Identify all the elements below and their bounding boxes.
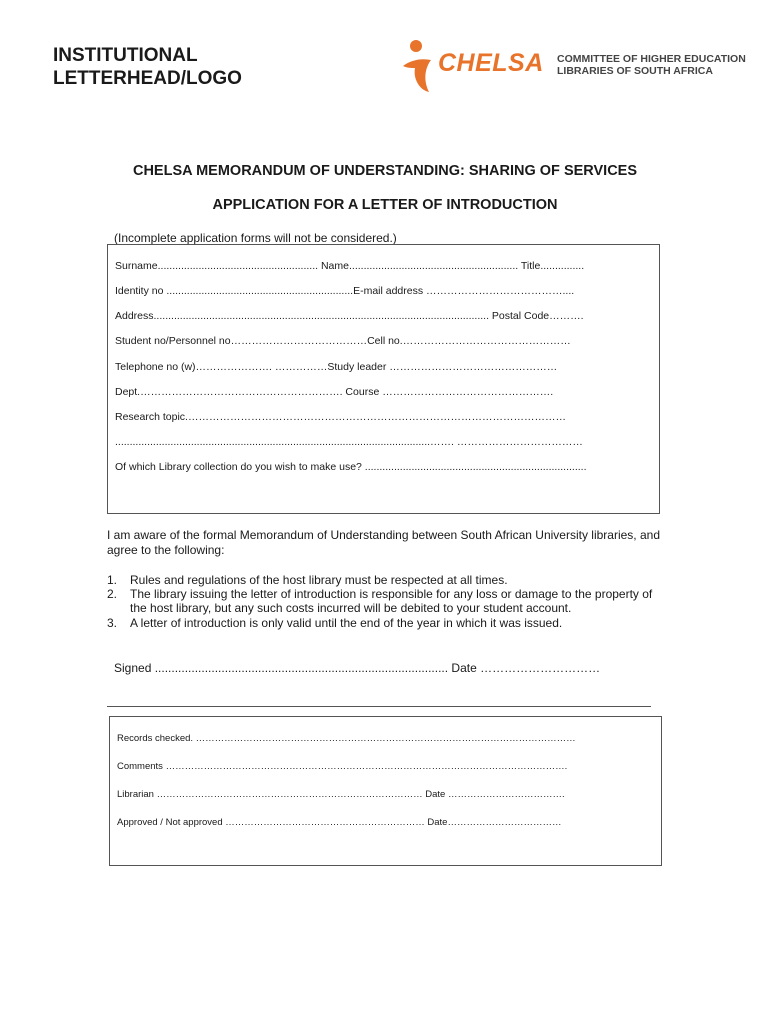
logo-subtitle xyxy=(557,53,746,77)
field-row-records-checked[interactable]: Records checked. ………………………………………………………………………………………………………… xyxy=(117,733,576,744)
condition-item xyxy=(107,587,670,615)
field-row-comments[interactable]: Comments ………………………………………………………………………………………………………………. xyxy=(117,761,568,772)
form-note: (Incomplete application forms will not be considered.) xyxy=(114,231,397,245)
letterhead-line-1: INSTITUTIONAL xyxy=(53,45,198,66)
condition-number: 1. xyxy=(107,573,118,587)
condition-number: 3. xyxy=(107,615,118,630)
condition-item xyxy=(107,573,670,587)
office-use-box xyxy=(109,716,662,866)
field-row-dept-course[interactable]: Dept.…………………………………………………. Course …………………………………………. xyxy=(115,386,554,398)
letterhead-placeholder xyxy=(53,44,313,90)
condition-item xyxy=(107,616,670,630)
condition-number: 2. xyxy=(107,587,118,602)
field-row-address-postal[interactable]: Address................................................................................................................... Postal Code………. xyxy=(115,310,584,322)
divider xyxy=(107,706,651,707)
signature-date-field[interactable]: Signed ........................................................................................ Date ………………………… xyxy=(114,661,601,675)
logo-subtitle-line-1: COMMITTEE OF HIGHER EDUCATION xyxy=(557,53,746,65)
conditions-list xyxy=(107,573,670,630)
field-row-identity-email[interactable]: Identity no ................................................................E-mail address ………………………………….... xyxy=(115,285,575,297)
field-row-research-topic[interactable]: Research topic.……………………………………………………………………………………………… xyxy=(115,411,566,423)
field-row-research-topic-cont[interactable]: ............................................................................................................……. ……………………………… xyxy=(115,436,583,448)
condition-text: A letter of introduction is only valid until the end of the year in which it was issued. xyxy=(130,615,563,630)
field-row-approval-date[interactable]: Approved / Not approved ……………………………………………………… Date……………………………… xyxy=(117,817,562,828)
chelsa-logo-icon xyxy=(401,38,437,96)
letterhead-line-2: LETTERHEAD/LOGO xyxy=(53,68,242,89)
field-row-surname-name-title[interactable]: Surname....................................................... Name.......................................................... Title............... xyxy=(115,260,585,272)
field-row-librarian-date[interactable]: Librarian ………………………………………………………………………… Date ………………………………. xyxy=(117,789,565,800)
logo-subtitle-line-2: LIBRARIES OF SOUTH AFRICA xyxy=(557,65,713,77)
page-title: CHELSA MEMORANDUM OF UNDERSTANDING: SHARING OF SERVICES xyxy=(132,163,638,179)
field-row-library-collection[interactable]: Of which Library collection do you wish to make use? ............................................................................ xyxy=(115,461,587,473)
field-row-student-cell[interactable]: Student no/Personnel no…………………………………Cell no.………………………………………… xyxy=(115,335,571,347)
condition-text: Rules and regulations of the host library must be respected at all times. xyxy=(130,573,508,587)
applicant-details-box xyxy=(107,244,660,514)
awareness-paragraph: I am aware of the formal Memorandum of Understanding between South African University libraries, and agree to the following: xyxy=(107,528,660,557)
field-row-telephone-study-leader[interactable]: Telephone no (w)…………………. ……………Study leader ………………………………………… xyxy=(115,361,558,373)
condition-text: The library issuing the letter of introduction is responsible for any loss or damage to the property of the host library, but any such costs incurred will be debited to your student account. xyxy=(130,587,653,616)
logo-wordmark: CHELSA xyxy=(438,49,544,77)
page-subtitle: APPLICATION FOR A LETTER OF INTRODUCTION xyxy=(212,197,558,213)
